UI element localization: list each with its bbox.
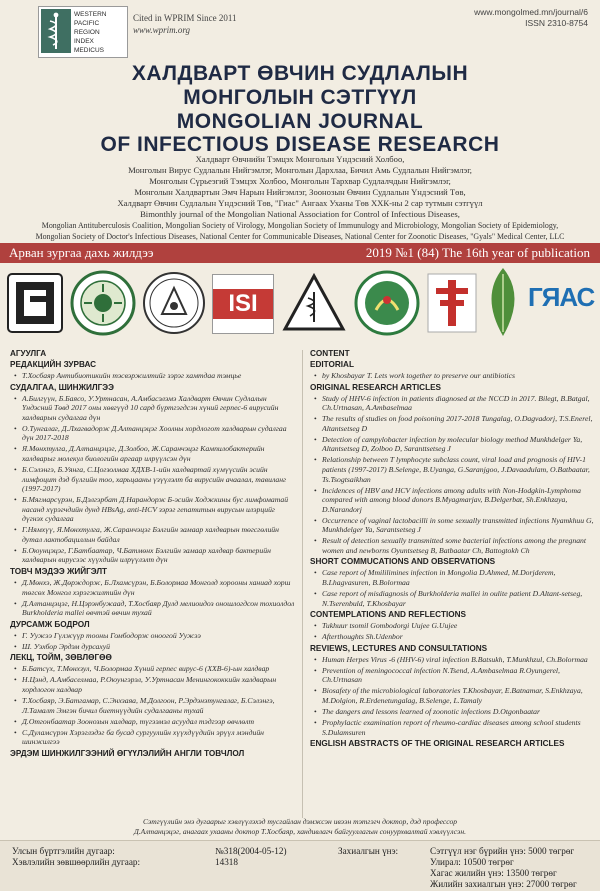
wprim-line: REGION	[74, 29, 100, 36]
issn: ISSN 2310-8754	[525, 18, 588, 28]
zoonotic-center-logo	[354, 270, 420, 336]
list-item[interactable]: • Б.Мягмарсүрэн, Б.Дэлгэрбат Д.Нарандорж Б-эсийн Ходжкины бус лимфоматай насанд хүрэгчдийн дунд HBsAg, anti-HCV зэрэг гепатитын вирусын илэрцийг дүгнэх судалгаа	[10, 495, 296, 524]
section-heading: РЕДАКЦИЙН ЗУРВАС	[10, 360, 97, 369]
sponsor-line: Сэтгүүлийн энэ дугаарыг хэвлүүлэхэд тусгайлан дэмжсэн ивээн тэтгэгч доктор, дэд профессор	[142, 817, 458, 826]
contents-heading-en: CONTENT	[310, 349, 350, 358]
isi-logo	[212, 274, 274, 334]
org-line: Монголын Сүрьеэгий Тэмцэх Холбоо, Монголын Тархвар Судлалчдын Нийгэмлэг,	[149, 176, 451, 186]
banner-right: 2019 №1 (84) The 16th year of publication	[365, 245, 590, 260]
wprim-line: PACIFIC	[74, 20, 100, 27]
org-line: Mongolian Society of Doctor's Infectious Diseases, National Center for Communicable Diseases, National Center for Zoonotic Diseases, "Gyals" Medical Center, LLC	[35, 232, 565, 241]
section-heading: REVIEWS, LECTURES AND CONSULTATIONS	[310, 643, 488, 653]
wprim-text	[74, 10, 107, 55]
wprim-line: WESTERN	[74, 11, 107, 18]
list-item[interactable]: • Human Herpes Virus -6 (HHV-6) viral infection B.Batsukh, T.Munkhzul, Ch.Bolormaa	[310, 655, 596, 665]
subscription-label: Захиалгын үнэ:	[338, 846, 399, 856]
reg-label: Улсын бүртгэлийн дугаар:	[12, 846, 115, 856]
list-item[interactable]: • Г.Нямхүү, Я.Мөнхтулга, Ж.Саранчэцэг Бэлгийн замаар халдварын төгсгөлийн дутал лактобациллын байдал	[10, 525, 296, 544]
anti-tb-coalition-logo	[282, 272, 346, 334]
list-item[interactable]: • by Khosbayar T. Lets work together to preserve our antibiotics	[310, 371, 596, 381]
list-item[interactable]: • Incidences of HBV and HCV infections among adults with Non-Hodgkin-Lymphoma compared with among blood donors B.Myagmarjav, B.Delgerbat, Sh.Enkhzaya, D.Narandorj	[310, 486, 596, 515]
immunology-society-logo	[142, 270, 206, 336]
contents-mn	[10, 347, 296, 760]
title-mn-line2: МОНГОЛЫН СЭТГҮҮЛ	[183, 86, 417, 109]
list-item[interactable]: • Case report of misdiagnosis of Burkholderia mallei in oulite patient D.Altant-setseg, N.Tserenbuld, T.Khosbayar	[310, 589, 596, 608]
sponsor-line: Д.Алтанцэцэг, анагаах ухааны доктор Т.Хосбаяр, хандивлагч байгууллагын сонуурхвалтай хэвлүүлсэн.	[133, 826, 467, 836]
list-item[interactable]: • Д.Мөнхэ, Ж.Дөрждорж, Б.Лхамсүрэн, Б.Болормаа Монголд хорооны ханиад хорш төгсөх Монгол хэрэгжилтийн дүн	[10, 578, 296, 597]
wprim-url[interactable]: www.wprim.org	[133, 25, 191, 35]
subscription-price: Хагас жилийн үнэ: 13500 төгрөг	[430, 868, 557, 878]
org-line: Халдварт Өвчнийн Тэмцэх Монголын Үндэсний Холбоо,	[195, 154, 405, 164]
wprim-line: INDEX	[74, 38, 94, 45]
list-item[interactable]: • The results of studies on food poisoning 2017-2018 Tungalag, O.Dagvadorj, T.S.Enerel, Altantsetseg D	[310, 414, 596, 433]
caduceus-icon	[41, 9, 71, 53]
org-line: Монголын Халдвартын Эмч Нарын Нийгэмлэг, Зоонозын Өвчин Судлалын Үндэсний Төв,	[134, 187, 466, 197]
list-item[interactable]: • Case report of Mmililimines infection in Mongolia D.Ahmed, M.Dorjderem, B.Lhagvasuren, B.Bolormaa	[310, 568, 596, 587]
list-item[interactable]: • Т.Хосбаяр Антибиотикийн тэсвэржилтийг зэрэг хамтдаа тэмцье	[10, 371, 296, 381]
org-line: Bimonthly journal of the Mongolian National Association for Control of Infectious Diseases,	[140, 209, 460, 219]
issue-banner	[0, 243, 600, 263]
list-item[interactable]: • Н.Цэнд, А.Амбаселмаа, Р.Оюунгэрэл, У.Уртнасан Менингококкийн халдварын хордлогон халдвар	[10, 675, 296, 694]
org-line: Mongolian Antituberculosis Coalition, Mongolian Society of Virology, Mongolian Society of Immunulogy and Microbiology, Mongolian Society of Epidemiology,	[41, 221, 559, 230]
contents-en	[310, 347, 596, 750]
title-en-line2: OF INFECTIOUS DISEASE RESEARCH	[100, 133, 500, 156]
isi-text: ISI	[228, 290, 258, 317]
list-item[interactable]: • Д.Отгонбаатар Зоонозын халдвар, түгээмэл асуудал тэдгээр өвчлөлт	[10, 717, 296, 727]
list-item[interactable]: • Biosafety of the microbiological laboratories T.Khosbayar, E.Batnamar, S.Enkhzaya, M.Dolgion, R.Erdenetungalag, B.Selenge, L.Tamaly	[310, 686, 596, 705]
list-item[interactable]: • Б.Сэлэнгэ, Б.Уянга, С.Цогзолмаа ХДХВ-1-ийн халдвартай хүмүүсийн эсийн лимфоцит дэд бүлгийн тоо, харьцааны үзүүлэлт ба вирусийн ачаалал, тавиланг (1997-2017)	[10, 465, 296, 494]
society-logo-1	[6, 272, 64, 334]
wprim-logo	[38, 6, 128, 58]
cited-note: Cited in WPRIM Since 2011	[133, 13, 237, 23]
publication-stats	[0, 840, 600, 891]
org-line: Монголын Вирус Судлалын Нийгэмлэг, Монголын Дархлаа, Бичил Амь Судлалын Нийгэмлэг,	[128, 165, 472, 175]
list-item[interactable]: • Detection of campylobacter infection by molecular biology method Munkhdelger Ya, Altantsetseg D, Zolboo D, Saranttsetseg J	[310, 435, 596, 454]
section-heading: ENGLISH ABSTRACTS OF THE ORIGINAL RESEARCH ARTICLES	[310, 739, 565, 749]
reg-value: №318(2004-05-12)	[215, 846, 287, 856]
cross-logo	[426, 272, 478, 334]
section-heading: ЛЕКЦ, ТОЙМ, ЗӨВЛӨГӨӨ	[10, 653, 112, 663]
list-item[interactable]: • Б.Батсүх, Т.Мөнхзул, Ч.Болормаа Хүний герпес вирус-6 (ХХВ-6)-ын халдвар	[10, 664, 296, 674]
list-item[interactable]: • Occurrence of vaginal lactobacilli in some sexually transmitted infections Nyamkhuu G, Munkhdelger Ya, Sarantsetseg J	[310, 516, 596, 535]
virology-society-logo	[70, 270, 136, 336]
org-line: Халдварт Өвчин Судлалын Үндэсний Төв, "Гиас" Ангаах Уханы Төв ХХК-ны 2 сар тутмын сэтгүүл	[117, 198, 483, 208]
list-item[interactable]: • Prevention of meningococcal infection N.Tsend, A.Ambaselmaa R.Oyungerel, Ch.Urtnasan	[310, 666, 596, 685]
list-item[interactable]: • Т.Хосбаяр, Э.Батгамар, С.Энхзаяа, М.Долгоон, Р.Эрдэнэтунгалаг, Б.Сэлэнгэ, Л.Тамалт Эмгэн бичил биетнүүдийн судалгааны тухай	[10, 696, 296, 715]
section-heading: ДУРСАМЖ БОДРОЛ	[10, 619, 90, 629]
section-heading: EDITORIAL	[310, 360, 354, 369]
section-heading: СУДАЛГАА, ШИНЖИЛГЭЭ	[10, 382, 114, 392]
list-item[interactable]: • Afterthoughts Sh.Udenbor	[310, 632, 596, 642]
section-heading: ТОВЧ МЭДЭЭ ЖИЙГЭЛТ	[10, 567, 108, 577]
title-mn-line1: ХАЛДВАРТ ӨВЧИН СУДЛАЛЫН	[131, 62, 469, 85]
partner-logos	[0, 264, 600, 346]
list-item[interactable]: • Г. Уужээ Гүлжүүр тооны Гомбодорж оноогой Уужээ	[10, 631, 296, 641]
gyas-logo	[528, 282, 598, 322]
list-item[interactable]: • Б.Оюунцэцэг, Г.Батбаатар, Ч.Батмөнх Бэлгийн замаар халдвар бактерийн халдварын вирусээс хүүхдийн илрүүлэлт дүн	[10, 546, 296, 565]
contents-heading-mn: АГУУЛГА	[10, 349, 47, 358]
subscription-price: Жилийн захиалгын үнэ: 27000 төгрөг	[430, 879, 577, 889]
title-en-line1: MONGOLIAN JOURNAL	[176, 110, 424, 133]
list-item[interactable]: • Tukhuur tsomil Gombodorgi Uujee G.Uujee	[310, 621, 596, 631]
list-item[interactable]: • Study of HHV-6 infection in patients diagnosed at the NCCD in 2017. Bilegt, B.Batgal, Ch.Urtnasan, A.Ambaselmaa	[310, 394, 596, 413]
list-item[interactable]: • Relationship between T lymphocyte subclass count, viral load and prognosis of HIV-1 patients (1997-2017) B.Selenge, B.Uyanga, G.Saranjgoo, J.Davaadulam, O.Batbaatar, Ts.Tsogtsaikhan	[310, 455, 596, 484]
journal-url[interactable]: www.mongolmed.mn/journal/6	[474, 7, 588, 17]
list-item[interactable]: • А.Билгүүн, Б.Баясо, У.Уртнасан, А.Амбасэлэмэ Халдварт Өвчин Судлалын Үндэсний Төвд 2017 оны хөвгүүд 10 сард бүртгэгдсэн хүний герпес-6 вирусийн халдварын судалгаа дүн	[10, 394, 296, 423]
section-heading: ORIGINAL RESEARCH ARTICLES	[310, 382, 442, 392]
column-divider	[302, 350, 303, 818]
section-heading: SHORT COMMUCATIONS AND OBSERVATIONS	[310, 557, 496, 567]
banner-left: Арван зургаа дахь жилдээ	[9, 245, 154, 260]
list-item[interactable]: • The dangers and lessons learned of zoonotic infections D.Otgonbaatar	[310, 707, 596, 717]
leaf-logo	[482, 266, 524, 338]
subscription-price: Улирал: 10500 төгрөг	[430, 857, 514, 867]
list-item[interactable]: • О.Тунгалаг, Д.Лхагвадорж Д.Алтанцэцэг Хоолны хордлогот халдварын судалгаа дүн 2017-2018	[10, 424, 296, 443]
perm-label: Хэвлэлийн зөвшөөрлийн дугаар:	[12, 857, 141, 867]
gyas-text: ГЯАС	[528, 282, 595, 312]
section-heading: CONTEMPLATIONS AND REFLECTIONS	[310, 610, 467, 620]
list-item[interactable]: • Ш. Уэхбор Эрдэм дурсахуй	[10, 642, 296, 652]
list-item[interactable]: • Result of detection sexually transmitted some bacterial infections among the pregnant women and newborns Oyuntsetseg B, Batbaatar Ch, Battogtokh Ch	[310, 536, 596, 555]
sponsor-note	[8, 817, 592, 836]
list-item[interactable]: • Prophylactic examination report of rheumo-cardiac diseases among school students S.Dulamsuren	[310, 718, 596, 737]
wprim-line: MEDICUS	[74, 47, 104, 54]
list-item[interactable]: • Я.Мөнхтулга, Д.Алтанцэцэг, Д.Золбоо, Ж.Саранчэцэг Кампилобактерийн халдварыг молекул биологийн аргаар илрүүлсэн дүн	[10, 444, 296, 463]
list-item[interactable]: • Д.Алтанцэцэг, Н.Цэрэнбужаад, Т.Хосбаяр Дулд мелиоидоз оношлогдсон тохиолдол Burkholderia mallei өвчтэй өвчин тухай	[10, 599, 296, 618]
section-heading: ЭРДЭМ ШИНЖИЛГЭЭНИЙ ӨГҮҮЛЭЛИЙН АНГЛИ ТОВЧЛОЛ	[10, 748, 245, 758]
subscription-price: Сэтгүүл нэг бүрийн үнэ: 5000 төгрөг	[430, 846, 575, 856]
perm-value: 14318	[215, 857, 238, 867]
list-item[interactable]: • С.Дуламсүрэн Хэрэглэдэг ба бусад сургуулийн хүүхдүүдийн эрүүл мэндийн шинжилгээ	[10, 728, 296, 747]
